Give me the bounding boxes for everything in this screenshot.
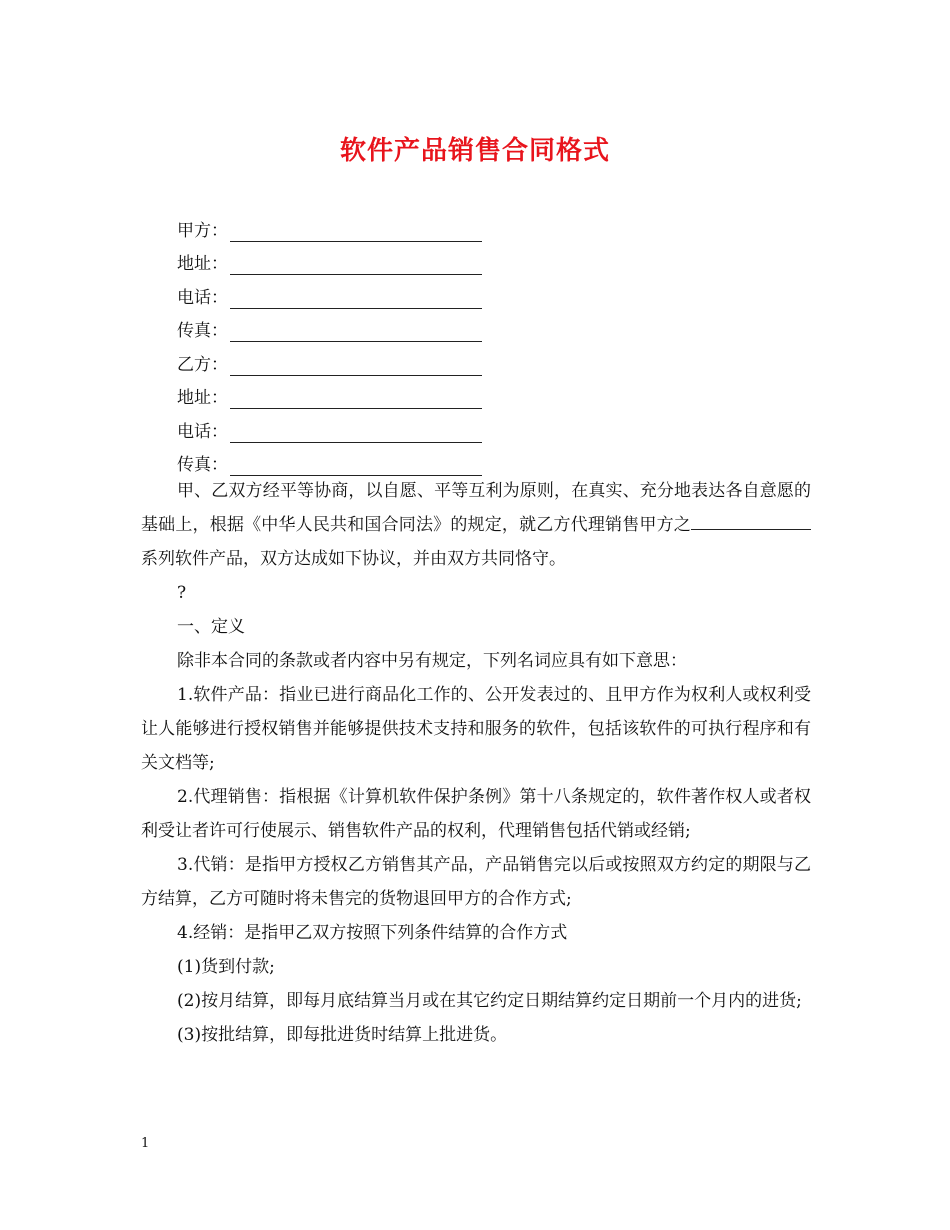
product-blank-line — [691, 513, 713, 530]
field-label: 电话： — [177, 421, 228, 442]
intro-text-part2: 系列软件产品，双方达成如下协议，并由双方共同恪守。 — [141, 549, 566, 569]
blank-line — [230, 292, 482, 309]
field-label: 传真： — [177, 455, 228, 475]
blank-line — [230, 325, 482, 342]
party-b-fax-field — [177, 443, 482, 477]
field-label: 乙方： — [177, 354, 228, 375]
definitions-intro: 除非本合同的条款或者内容中另有规定，下列名词应具有如下意思： — [177, 651, 687, 671]
blank-line — [230, 359, 482, 376]
placeholder-paragraph: ? — [177, 583, 187, 603]
contract-body — [141, 474, 811, 1052]
blank-line — [230, 225, 482, 242]
party-info-fields — [177, 208, 482, 476]
definition-agency-sales: 2.代理销售：指根据《计算机软件保护条例》第十八条规定的，软件著作权人或者权利受让者许可行使展示、销售软件产品的权利，代理销售包括代销或经销; — [141, 787, 811, 841]
settlement-term-3: (3)按批结算，即每批进货时结算上批进货。 — [177, 1025, 508, 1045]
settlement-term-2: (2)按月结算，即每月底结算当月或在其它约定日期结算约定日期前一个月内的进货; — [177, 991, 802, 1011]
field-label: 传真： — [177, 321, 228, 341]
party-a-fax-field — [177, 309, 482, 343]
field-label: 地址： — [177, 388, 228, 408]
definition-consignment: 3.代销：是指甲方授权乙方销售其产品，产品销售完以后或按照双方约定的期限与乙方结算，乙方可随时将未售完的货物退回甲方的合作方式; — [141, 855, 811, 909]
party-b-address-field — [177, 376, 482, 410]
party-b-phone-field — [177, 409, 482, 443]
definition-software-product: 1.软件产品：指业已进行商品化工作的、公开发表过的、且甲方作为权利人或权利受让人能够进行授权销售并能够提供技术支持和服务的软件，包括该软件的可执行程序和有关文档等; — [141, 685, 811, 773]
product-blank-line-continued — [713, 513, 811, 530]
field-label: 地址： — [177, 254, 228, 274]
party-a-name-field — [177, 208, 482, 242]
settlement-term-1: (1)货到付款; — [177, 957, 275, 977]
blank-line — [230, 392, 482, 409]
document-title: 软件产品销售合同格式 — [339, 136, 610, 166]
intro-text-part1: 甲、乙双方经平等协商，以自愿、平等互利为原则，在真实、充分地表达各自意愿的基础上，根据《中华人民共和国合同法》的规定，就乙方代理销售甲方之 — [141, 481, 811, 535]
intro-paragraph — [141, 474, 811, 576]
definition-distribution: 4.经销：是指甲乙双方按照下列条件结算的合作方式 — [177, 923, 568, 943]
blank-line — [230, 258, 482, 275]
party-a-address-field — [177, 242, 482, 276]
blank-line — [230, 426, 482, 443]
field-label: 甲方： — [177, 220, 228, 241]
party-a-phone-field — [177, 275, 482, 309]
field-label: 电话： — [177, 287, 228, 308]
page-number: 1 — [141, 1136, 150, 1151]
party-b-name-field — [177, 342, 482, 376]
section-heading-definitions: 一、定义 — [177, 617, 245, 637]
